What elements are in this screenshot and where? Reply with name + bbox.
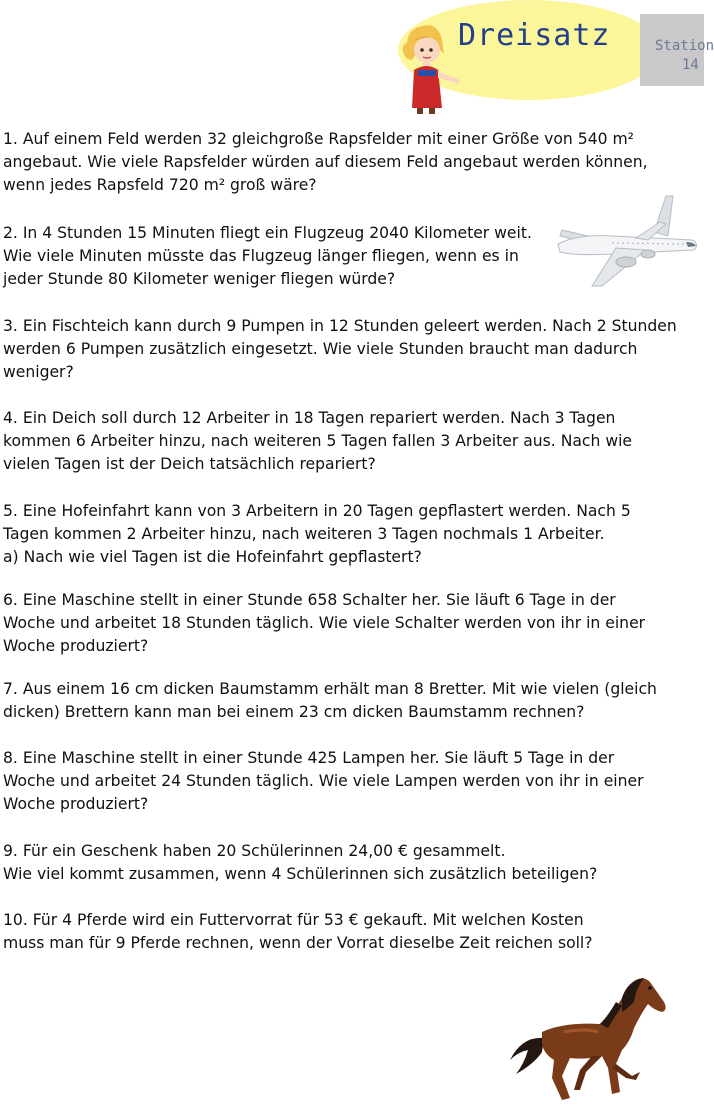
task-line: Woche produziert?	[3, 637, 149, 655]
task-9	[3, 840, 597, 886]
task-line: Tagen kommen 2 Arbeiter hinzu, nach weiteren 3 Tagen nochmals 1 Arbeiter.	[3, 525, 605, 543]
task-line: muss man für 9 Pferde rechnen, wenn der Vorrat dieselbe Zeit reichen soll?	[3, 934, 593, 952]
task-line: vielen Tagen ist der Deich tatsächlich repariert?	[3, 455, 376, 473]
task-2	[3, 222, 532, 291]
task-line: Wie viele Minuten müsste das Flugzeug länger fliegen, wenn es in	[3, 247, 519, 265]
page-title: Dreisatz	[458, 18, 611, 53]
station-label: Station	[655, 38, 714, 54]
task-6	[3, 589, 645, 658]
task-line: Woche und arbeitet 18 Stunden täglich. Wie viele Schalter werden von ihr in einer	[3, 614, 646, 632]
task-line: Wie viel kommt zusammen, wenn 4 Schülerinnen sich zusätzlich beteiligen?	[3, 865, 598, 883]
task-line: 10. Für 4 Pferde wird ein Futtervorrat für 53 € gekauft. Mit welchen Kosten	[3, 911, 584, 929]
task-8	[3, 747, 644, 816]
task-7	[3, 678, 657, 724]
task-line: jeder Stunde 80 Kilometer weniger fliegen würde?	[3, 270, 396, 288]
task-4	[3, 407, 632, 476]
task-line: 8. Eine Maschine stellt in einer Stunde 425 Lampen her. Sie läuft 5 Tage in der	[3, 749, 615, 767]
task-line: 3. Ein Fischteich kann durch 9 Pumpen in 12 Stunden geleert werden. Nach 2 Stunden	[3, 317, 677, 335]
station-number: 14	[682, 57, 699, 73]
task-line: 9. Für ein Geschenk haben 20 Schülerinnen 24,00 € gesammelt.	[3, 842, 506, 860]
task-line: 2. In 4 Stunden 15 Minuten fliegt ein Flugzeug 2040 Kilometer weit.	[3, 224, 532, 242]
task-line: angebaut. Wie viele Rapsfelder würden auf diesem Feld angebaut werden können,	[3, 153, 648, 171]
horse-illustration	[504, 972, 676, 1106]
task-line: werden 6 Pumpen zusätzlich eingesetzt. Wie viele Stunden braucht man dadurch	[3, 340, 638, 358]
task-line: a) Nach wie viel Tagen ist die Hofeinfahrt gepflastert?	[3, 548, 422, 566]
task-line: Woche produziert?	[3, 795, 149, 813]
task-line: 4. Ein Deich soll durch 12 Arbeiter in 18 Tagen repariert werden. Nach 3 Tagen	[3, 409, 616, 427]
task-1	[3, 128, 648, 197]
task-line: 5. Eine Hofeinfahrt kann von 3 Arbeitern in 20 Tagen gepflastert werden. Nach 5	[3, 502, 631, 520]
airplane-illustration	[552, 192, 702, 294]
task-10	[3, 909, 593, 955]
task-line: kommen 6 Arbeiter hinzu, nach weiteren 5 Tagen fallen 3 Arbeiter aus. Nach wie	[3, 432, 633, 450]
girl-illustration	[398, 20, 464, 116]
task-line: dicken) Brettern kann man bei einem 23 cm dicken Baumstamm rechnen?	[3, 703, 585, 721]
task-line: weniger?	[3, 363, 74, 381]
task-line: Woche und arbeitet 24 Stunden täglich. Wie viele Lampen werden von ihr in einer	[3, 772, 644, 790]
task-3	[3, 315, 677, 384]
task-line: 1. Auf einem Feld werden 32 gleichgroße Rapsfelder mit einer Größe von 540 m²	[3, 130, 634, 148]
station-box	[640, 14, 714, 86]
task-line: 7. Aus einem 16 cm dicken Baumstamm erhält man 8 Bretter. Mit wie vielen (gleich	[3, 680, 657, 698]
task-line: wenn jedes Rapsfeld 720 m² groß wäre?	[3, 176, 317, 194]
task-line: 6. Eine Maschine stellt in einer Stunde 658 Schalter her. Sie läuft 6 Tage in der	[3, 591, 616, 609]
task-5	[3, 500, 631, 569]
